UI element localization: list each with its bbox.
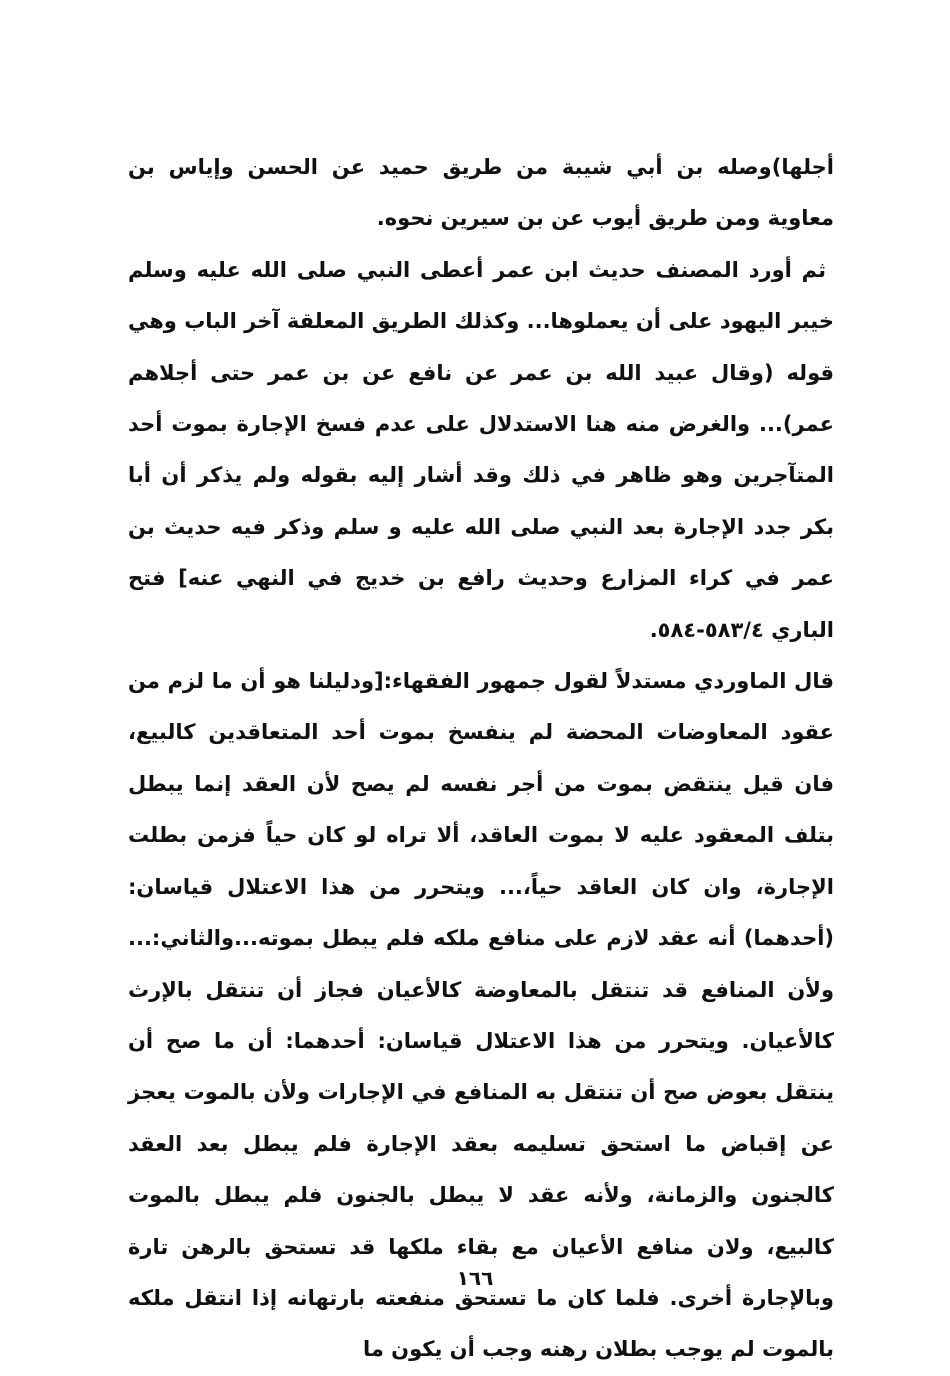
body-text <box>128 142 834 1376</box>
paragraph-3: قال الماوردي مستدلاً لقول جمهور الفقهاء:[ودليلنا هو أن ما لزم من عقود المعاوضات المحضة لم ينفسخ بموت أحد المتعاقدين كالبيع، فان قيل ينتقض بموت من أجر نفسه لم يصح لأن العقد إنما يبطل بتلف المعقود عليه لا بموت العاقد، ألا تراه لو كان حياً فزمن بطلت الإجارة، وان كان العاقد حياً،... ويتحرر من هذا الاعتلال قياسان:(أحدهما) أنه عقد لازم على منافع ملكه فلم يبطل بموته...والثاني:... ولأن المنافع قد تنتقل بالمعاوضة كالأعيان فجاز أن تنتقل بالإرث كالأعيان. ويتحرر من هذا الاعتلال قياسان: أحدهما: أن ما صح أن ينتقل بعوض صح أن تنتقل به المنافع في الإجارات ولأن بالموت يعجز عن إقباض ما استحق تسليمه بعقد الإجارة فلم يبطل بعد العقد كالجنون والزمانة، ولأنه عقد لا يبطل بالجنون فلم يبطل بالموت كالبيع، ولان منافع الأعيان مع بقاء ملكها قد تستحق بالرهن تارة وبالإجارة أخرى. فلما كان ما تستحق منفعته بارتهانه إذا انتقل ملكه بالموت لم يوجب بطلان رهنه وجب أن يكون ما <box>128 669 834 1362</box>
page-number: ١٦٦ <box>456 1266 494 1290</box>
paragraph-2: ثم أورد المصنف حديث ابن عمر أعطى النبي صلى الله عليه وسلم خيبر اليهود على أن يعملوها... وكذلك الطريق المعلقة آخر الباب وهي قوله (وقال عبيد الله بن عمر عن نافع عن بن عمر حتى أجلاهم عمر)... والغرض منه هنا الاستدلال على عدم فسخ الإجارة بموت أحد المتآجرين وهو ظاهر في ذلك وقد أشار إليه بقوله ولم يذكر أن أبا بكر جدد الإجارة بعد النبي صلى الله عليه و سلم وذكر فيه حديث بن عمر في كراء المزارع وحديث رافع بن خديج في النهي عنه] فتح الباري ٥٨٣/٤-٥٨٤. <box>128 257 834 642</box>
paragraph-1: أجلها)وصله بن أبي شيبة من طريق حميد عن الحسن وإياس بن معاوية ومن طريق أيوب عن بن سيرين نحوه. <box>128 155 834 231</box>
